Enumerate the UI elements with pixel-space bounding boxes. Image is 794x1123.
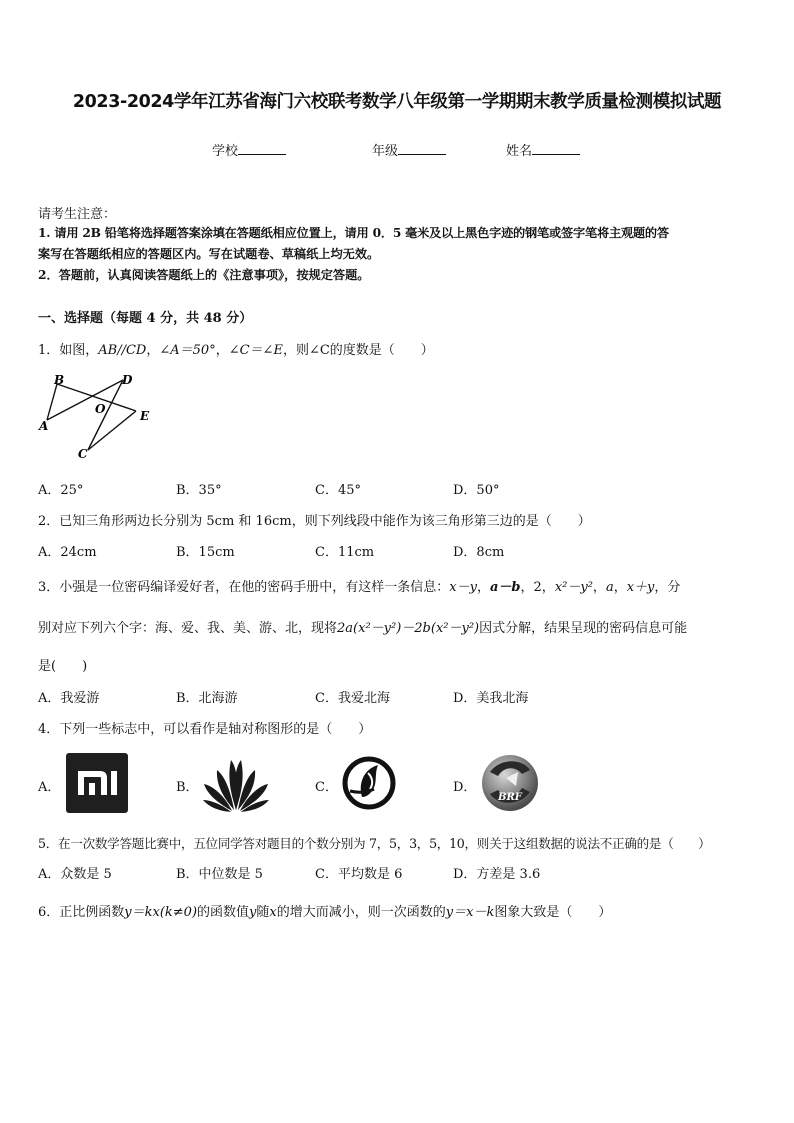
q5-option-c[interactable]: C．平均数是 6 <box>315 867 403 882</box>
q4-logo-c[interactable] <box>338 753 400 817</box>
brf-logo-text: BRF <box>498 792 522 803</box>
question-6 <box>38 901 611 920</box>
q1-cond3: ∠C＝∠E <box>228 343 283 358</box>
question-2: 2．已知三角形两边长分别为 5cm 和 16cm，则下列线段中能作为该三角形第三边的是（ ） <box>38 514 591 529</box>
flower-petal-logo-icon <box>200 754 272 812</box>
q4-option-c[interactable]: C． <box>315 780 338 795</box>
name-label: 姓名 <box>506 144 533 159</box>
grade-label: 年级 <box>372 144 399 159</box>
fig-label-e: E <box>140 409 150 423</box>
q6-var-y: y <box>249 905 257 920</box>
brf-globe-logo-icon <box>478 752 542 814</box>
q4-logo-b[interactable] <box>200 754 272 816</box>
q3-option-a[interactable]: A．我爱游 <box>38 691 100 706</box>
q5-option-a[interactable]: A．众数是 5 <box>38 867 112 882</box>
question-3-line3: 是( ) <box>38 659 88 674</box>
q1-option-b[interactable]: B．35° <box>176 483 222 498</box>
q3-option-c[interactable]: C．我爱北海 <box>315 691 390 706</box>
fig-label-a: A <box>39 419 49 433</box>
q6-func1: y＝kx(k≠0) <box>124 905 198 920</box>
q3-option-d[interactable]: D．美我北海 <box>453 691 529 706</box>
school-blank[interactable] <box>238 142 286 155</box>
q3-line1: 3．小强是一位密码编译爱好者，在他的密码手册中，有这样一条信息： <box>38 580 450 595</box>
notice-item2: 2．答题前，认真阅读答题纸上的《注意事项》，按规定答题。 <box>38 268 370 282</box>
notice-item1-line1: 1. 请用 2B 铅笔将选择题答案涂填在答题纸相应位置上，请用 0．5 毫米及以上黑色字迹的钢笔或签字笔将主观题的答 <box>38 226 669 240</box>
q2-option-b[interactable]: B．15cm <box>176 545 235 560</box>
q4-option-d[interactable]: D． <box>453 780 477 795</box>
question-1: 1．如图，AB//CD，∠A＝50°，∠C＝∠E，则∠C的度数是（ ） <box>38 343 434 358</box>
section-heading: 一、选择题（每题 4 分，共 48 分） <box>38 311 253 326</box>
question-4: 4．下列一些标志中，可以看作是轴对称图形的是（ ） <box>38 722 372 737</box>
q2-option-a[interactable]: A．24cm <box>38 545 97 560</box>
q1-prefix: 1．如图， <box>38 343 99 358</box>
q4-option-b[interactable]: B． <box>176 780 199 795</box>
q3-code-6: x＋y <box>626 580 655 595</box>
question-5: 5．在一次数学答题比赛中，五位同学答对题目的个数分别为 7，5，3，5，10，则关于这组数据的说法不正确的是（ ） <box>38 836 711 851</box>
q3-line2-suffix: 因式分解，结果呈现的密码信息可能 <box>479 621 688 636</box>
grade-field <box>372 140 446 159</box>
q6-mid: 的函数值 <box>197 905 250 920</box>
question-3-line1: 3．小强是一位密码编译爱好者，在他的密码手册中，有这样一条信息：x－y，a－b，2，x²－y²，a，x＋y，分 <box>38 580 681 595</box>
q1-option-d[interactable]: D．50° <box>453 483 500 498</box>
q3-code-1: x－y <box>449 580 477 595</box>
q1-cond1: AB//CD <box>98 343 147 358</box>
q3-code-2: a－b <box>489 580 521 595</box>
q2-option-c[interactable]: C．11cm <box>315 545 375 560</box>
q1-cond2: ∠A＝50° <box>159 343 216 358</box>
notice-heading: 请考生注意： <box>38 207 117 222</box>
q6-var-x: x <box>269 905 277 920</box>
q3-option-b[interactable]: B．北海游 <box>176 691 238 706</box>
q1-option-a[interactable]: A．25° <box>38 483 84 498</box>
q4-logo-a[interactable] <box>66 753 128 817</box>
name-field <box>506 140 580 159</box>
question-3-line2 <box>38 617 687 636</box>
q6-func2: y＝x－k <box>445 905 495 920</box>
q6-mid3: 的增大而减小，则一次函数的 <box>276 905 446 920</box>
grade-blank[interactable] <box>398 142 446 155</box>
fig-label-c: C <box>78 447 88 461</box>
page-title: 2023-2024学年江苏省海门六校联考数学八年级第一学期期末教学质量检测模拟试题 <box>72 92 722 112</box>
q3-code-3: 2 <box>533 580 542 595</box>
school-field <box>212 140 286 159</box>
q2-option-d[interactable]: D．8cm <box>453 545 505 560</box>
q6-prefix: 6．正比例函数 <box>38 905 125 920</box>
q1-option-c[interactable]: C．45° <box>315 483 361 498</box>
fig-label-d: D <box>122 373 133 387</box>
q1-figure <box>36 370 166 462</box>
mi-logo-icon <box>66 753 128 813</box>
q6-suffix: 图象大致是（ ） <box>494 905 612 920</box>
q5-option-b[interactable]: B．中位数是 5 <box>176 867 263 882</box>
q3-line2-prefix: 别对应下列六个字：海、爱、我、美、游、北，现将 <box>38 621 338 636</box>
school-label: 学校 <box>212 144 239 159</box>
q5-option-d[interactable]: D．方差是 3.6 <box>453 867 541 882</box>
fig-label-b: B <box>54 373 65 387</box>
q3-code-5: a <box>605 580 614 595</box>
q3-expression: 2a(x²－y²)－2b(x²－y²) <box>337 621 480 636</box>
fig-label-o: O <box>95 402 106 416</box>
notice-item1-line2: 案写在答题纸相应的答题区内。写在试题卷、草稿纸上均无效。 <box>38 247 380 261</box>
q3-code-4: x²－y² <box>554 580 593 595</box>
name-blank[interactable] <box>532 142 580 155</box>
q6-mid2: 随 <box>256 905 270 920</box>
q1-suffix: ，则∠C的度数是（ ） <box>282 343 434 358</box>
q3-code-suffix: ，分 <box>654 580 681 595</box>
circle-feather-logo-icon <box>338 753 400 813</box>
q4-option-a[interactable]: A． <box>38 780 61 795</box>
q4-logo-d[interactable] <box>478 752 542 818</box>
